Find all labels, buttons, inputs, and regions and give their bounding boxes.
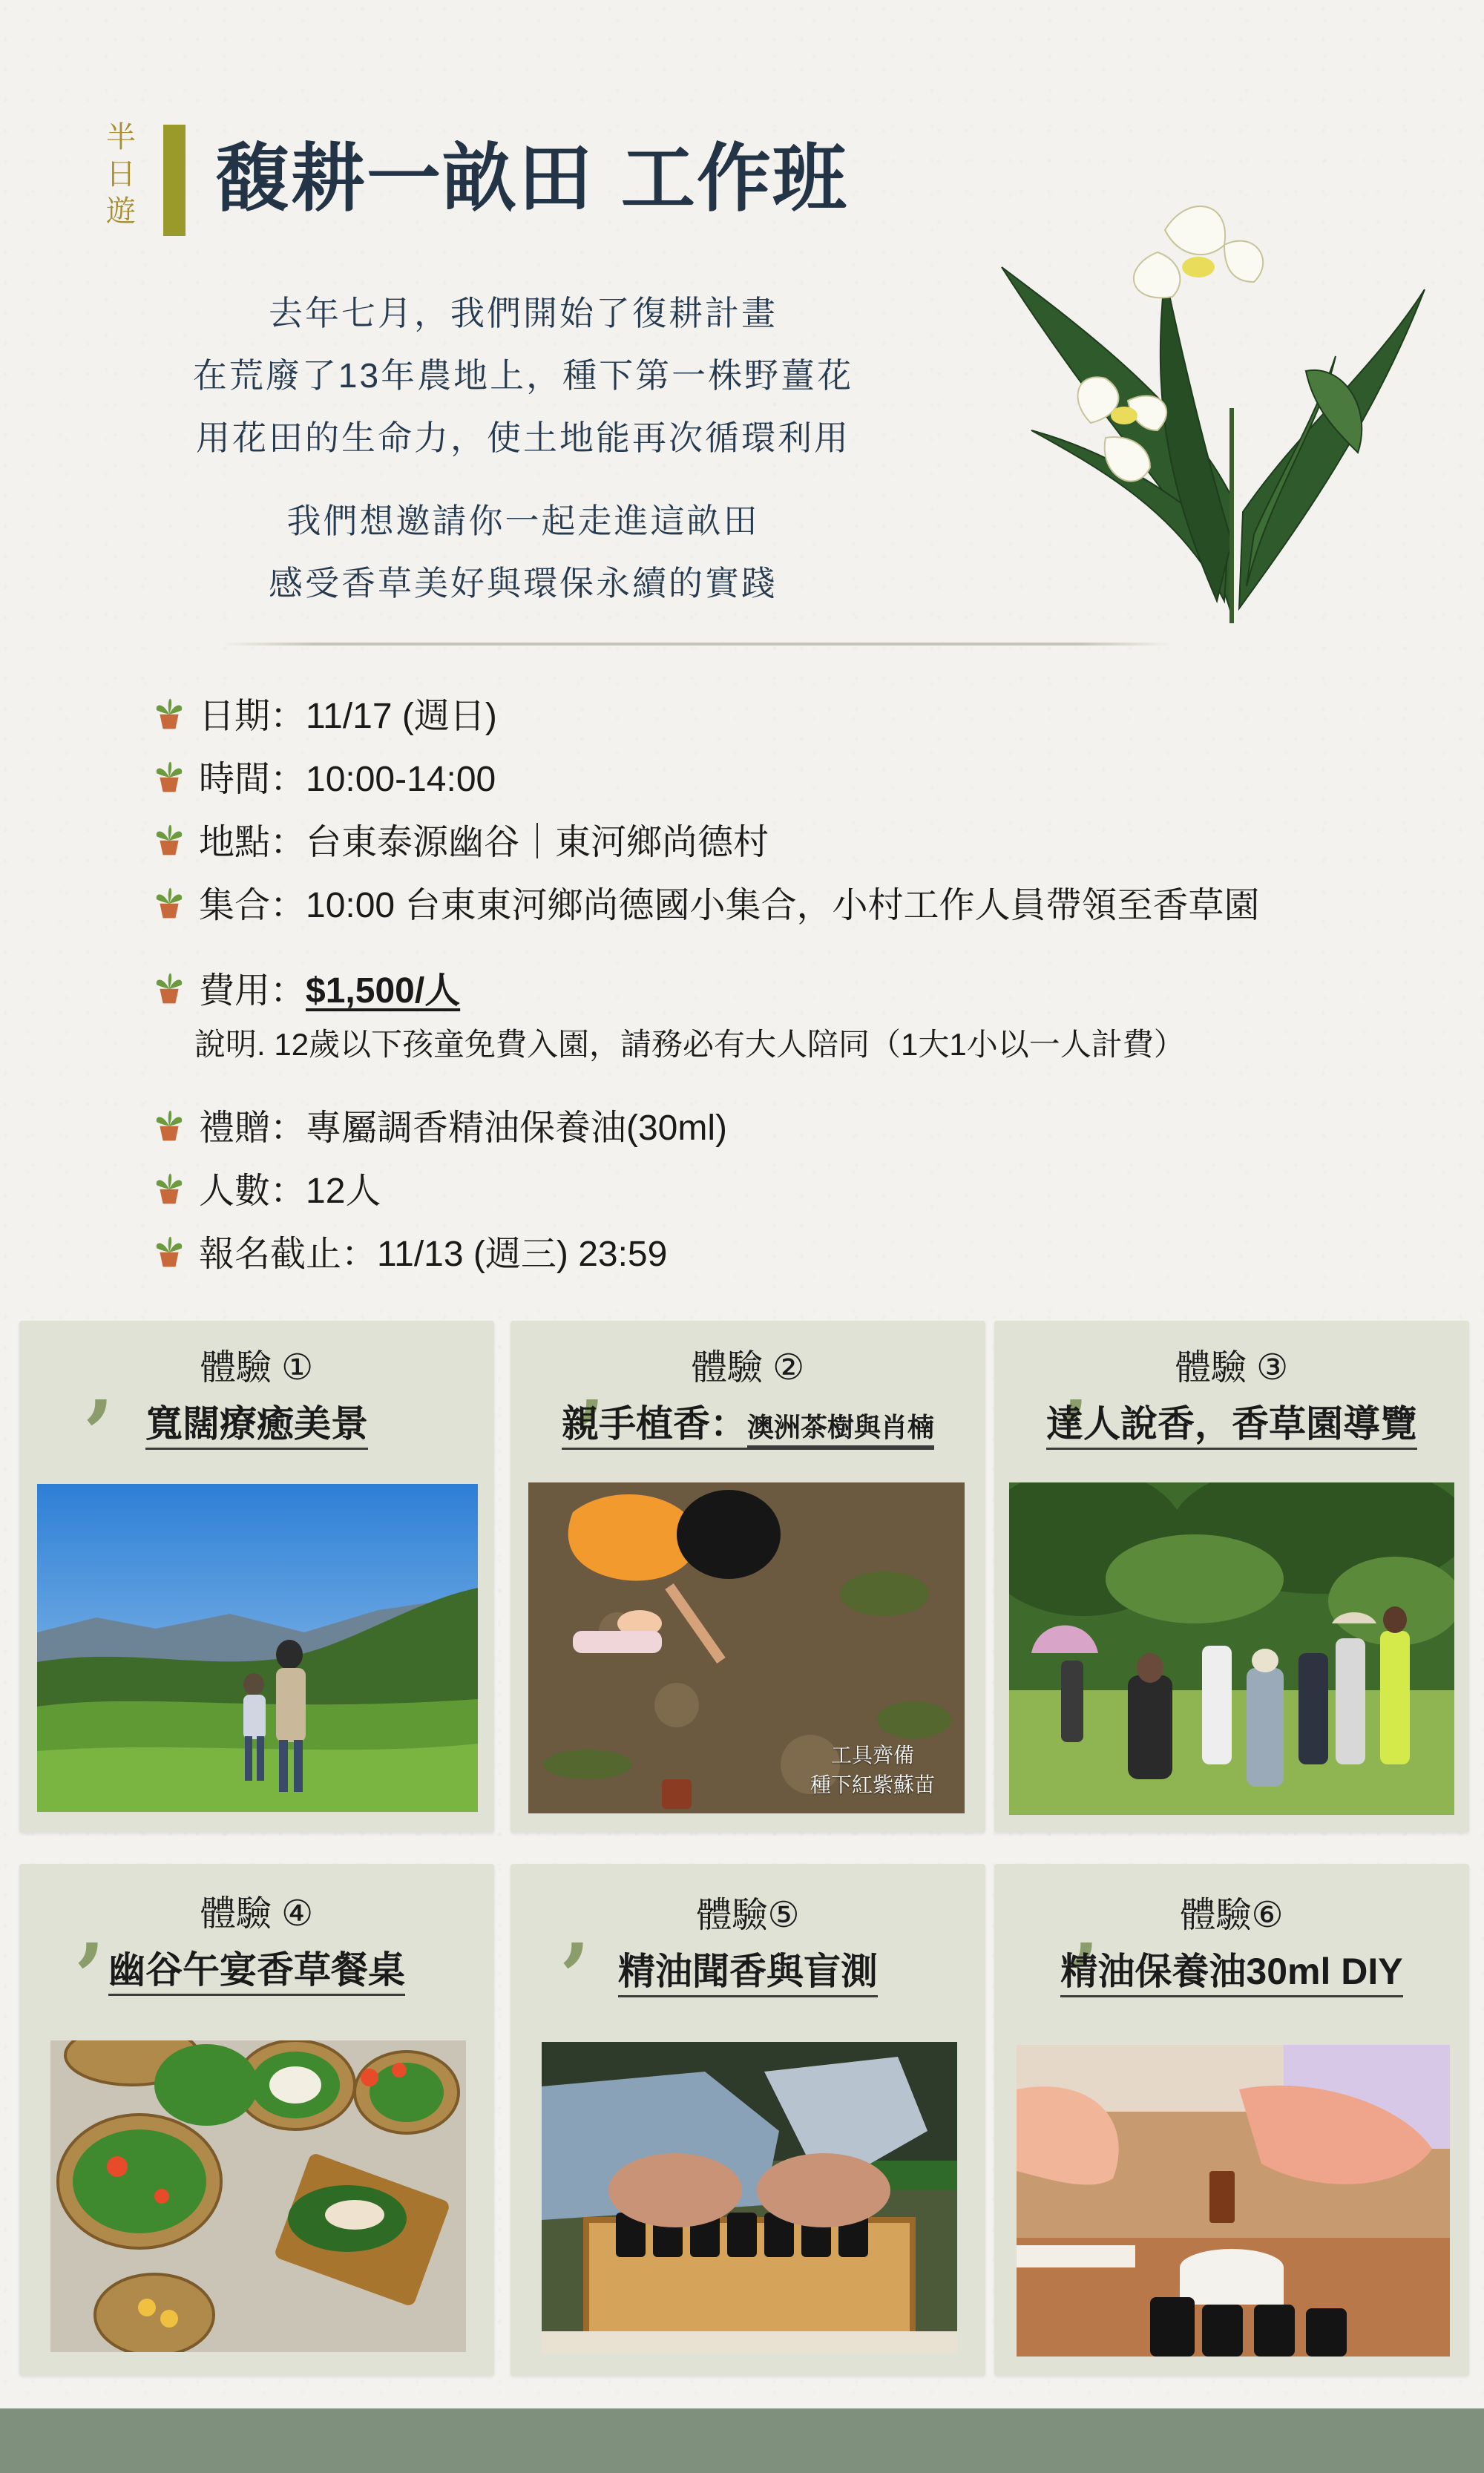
info-text: 人數：12人 — [199, 1171, 381, 1211]
experience-card-3 — [994, 1321, 1469, 1833]
card-title: 體驗 ② — [691, 1348, 805, 1387]
page-title: 馥耕一畝田 工作班 — [215, 134, 848, 222]
info-meet — [148, 876, 1259, 927]
info-date — [148, 686, 497, 738]
badge-char: 半 — [106, 120, 136, 154]
info-text: 報名截止：11/13 (週三) 23:59 — [199, 1234, 668, 1274]
landscape-photo — [37, 1484, 478, 1812]
experience-card-1 — [19, 1321, 494, 1833]
potted-plant-icon — [148, 818, 190, 859]
intro-line: 我們想邀請你一起走進這畝田 — [286, 502, 760, 540]
card-subtitle: 寬闊療癒美景 — [19, 1399, 494, 1448]
half-day-badge — [101, 119, 141, 230]
card-subtitle: 親手植香：澳洲茶樹與肖楠 — [510, 1399, 985, 1452]
card-title: 體驗 ④ — [200, 1894, 314, 1934]
quote-mark-icon: , — [86, 1336, 115, 1431]
info-text: 禮贈：專屬調香精油保養油(30ml) — [199, 1108, 728, 1148]
badge-char: 遊 — [106, 194, 136, 229]
info-gift — [148, 1098, 727, 1150]
section-divider — [223, 643, 1172, 646]
intro-line: 用花田的生命力，使土地能再次循環利用 — [196, 418, 850, 457]
potted-plant-icon — [148, 755, 190, 796]
planting-photo — [528, 1482, 965, 1813]
fee-note: 說明. 12歲以下孩童免費入園，請務必有大人陪同（1大1小以一人計費） — [194, 1027, 1185, 1062]
footer-bar — [0, 2408, 1484, 2473]
info-place — [148, 812, 769, 864]
fee-value: $1,500/人 — [306, 971, 461, 1011]
info-text: 日期：11/17 (週日) — [199, 696, 497, 736]
info-deadline — [148, 1224, 667, 1276]
card-title: 體驗⑥ — [1180, 1896, 1284, 1935]
fee-label: 費用： — [199, 971, 306, 1011]
potted-plant-icon — [148, 692, 190, 733]
potted-plant-icon — [148, 1166, 190, 1208]
badge-char: 日 — [106, 157, 136, 191]
garden-tour-photo — [1009, 1482, 1454, 1815]
intro-text — [134, 282, 913, 614]
info-text: 時間：10:00-14:00 — [199, 759, 496, 799]
info-time — [148, 749, 496, 801]
card-title: 體驗 ③ — [1175, 1348, 1289, 1387]
experience-card-6 — [994, 1864, 1469, 2376]
info-fee — [148, 961, 460, 1013]
intro-line: 在荒廢了13年農地上，種下第一株野薑花 — [192, 356, 854, 395]
info-people — [148, 1161, 381, 1213]
experience-card-2 — [510, 1321, 985, 1833]
potted-plant-icon — [148, 1103, 190, 1145]
potted-plant-icon — [148, 881, 190, 922]
photo-caption: 工具齊備 種下紅紫蘇苗 — [810, 1744, 935, 1796]
quote-mark-icon: , — [1061, 1336, 1090, 1431]
herb-lunch-photo — [50, 2040, 466, 2352]
card-title: 體驗 ① — [200, 1348, 314, 1387]
quote-mark-icon: , — [577, 1336, 606, 1431]
card-subtitle: 幽谷午宴香草餐桌 — [19, 1945, 494, 1994]
experience-card-5 — [510, 1864, 985, 2376]
ginger-flower-illustration — [987, 185, 1432, 631]
oil-sniffing-photo — [542, 2042, 957, 2354]
info-text: 集合：10:00 台東東河鄉尚德國小集合，小村工作人員帶領至香草園 — [199, 885, 1260, 925]
quote-mark-icon: , — [77, 1879, 106, 1974]
quote-mark-icon: , — [1071, 1879, 1100, 1974]
card-title: 體驗⑤ — [696, 1896, 800, 1935]
potted-plant-icon — [148, 966, 190, 1008]
card-subtitle: 達人說香，香草園導覽 — [994, 1399, 1469, 1448]
card-subtitle: 精油聞香與盲測 — [510, 1947, 985, 1996]
info-text: 地點：台東泰源幽谷｜東河鄉尚德村 — [199, 822, 769, 862]
title-accent-bar — [163, 125, 186, 236]
card-subtitle: 精油保養油30ml DIY — [994, 1947, 1469, 1996]
quote-mark-icon: , — [562, 1879, 591, 1974]
diy-oil-photo — [1017, 2045, 1450, 2357]
experience-card-4 — [19, 1864, 494, 2376]
potted-plant-icon — [148, 1229, 190, 1271]
intro-line: 去年七月，我們開始了復耕計畫 — [269, 294, 778, 332]
intro-line: 感受香草美好與環保永續的實踐 — [269, 564, 778, 602]
